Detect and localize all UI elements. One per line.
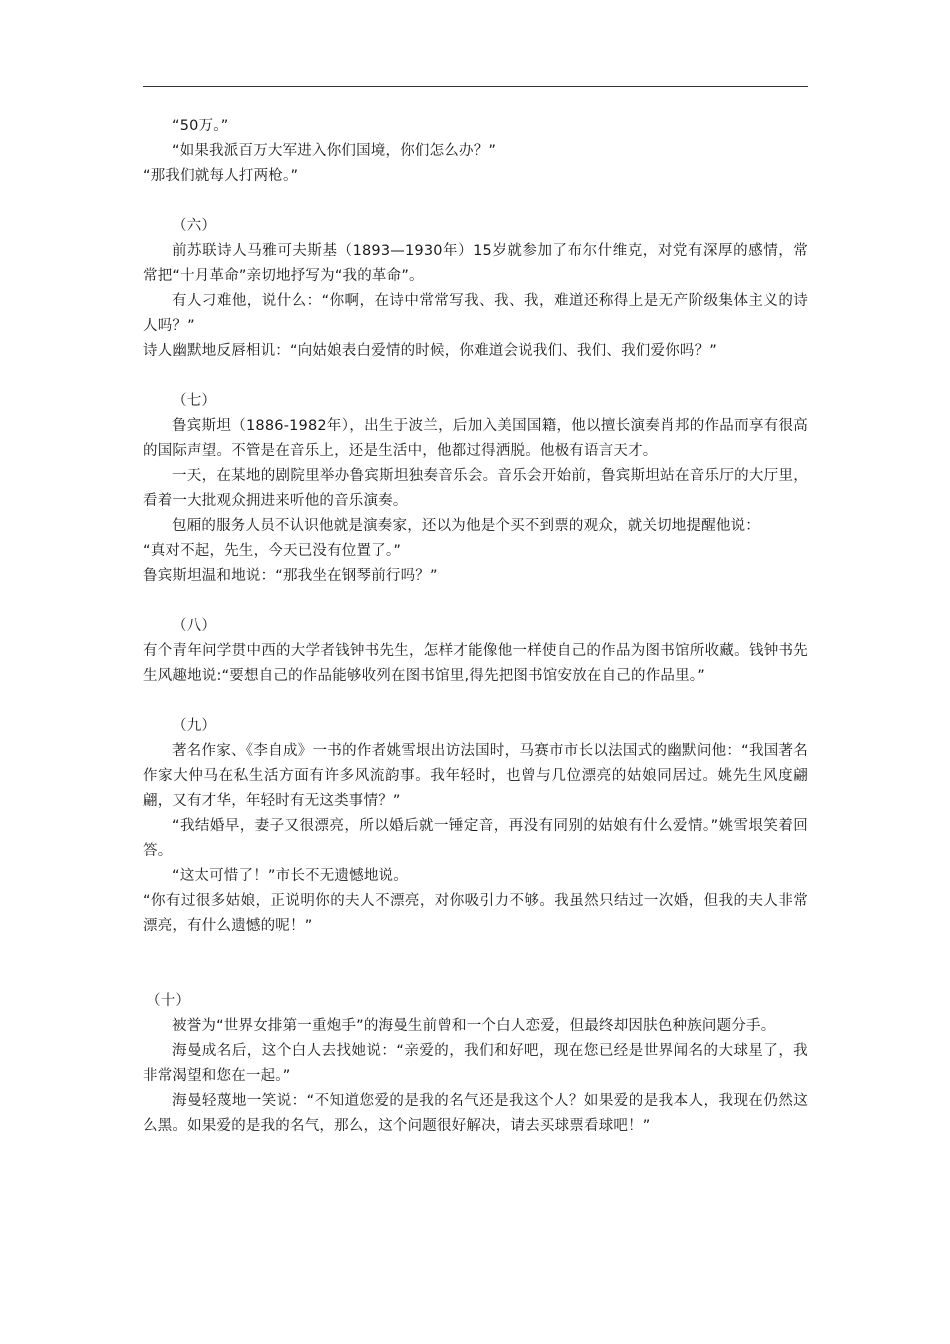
section-6 <box>143 214 808 364</box>
paragraph: 著名作家、《李自成》一书的作者姚雪垠出访法国时，马赛市市长以法国式的幽默问他：“我国著名作家大仲马在私生活方面有许多风流韵事。我年轻时，也曾与几位漂亮的姑娘同居过。姚先生风度翩翩，又有才华，年轻时有无这类事情？” <box>143 743 808 809</box>
paragraph: 海曼轻蔑地一笑说：“不知道您爱的是我的名气还是我这个人？如果爱的是我本人，我现在仍然这么黑。如果爱的是我的名气，那么，这个问题很好解决，请去买球票看球吧！” <box>143 1093 808 1134</box>
paragraph: 前苏联诗人马雅可夫斯基（1893—1930年）15岁就参加了布尔什维克，对党有深厚的感情，常常把“十月革命”亲切地抒写为“我的革命”。 <box>143 243 808 284</box>
intro-line-2: “如果我派百万大军进入你们国境，你们怎么办？” <box>172 143 497 159</box>
paragraph: 有个青年问学贯中西的大学者钱钟书先生，怎样才能像他一样使自己的作品为图书馆所收藏。钱钟书先生风趣地说:“要想自己的作品能够收列在图书馆里,得先把图书馆安放在自己的作品里。” <box>143 643 808 684</box>
paragraph: 诗人幽默地反唇相讥：“向姑娘表白爱情的时候，你难道会说我们、我们、我们爱你吗？” <box>143 343 718 359</box>
paragraph: “真对不起，先生，今天已没有位置了。” <box>143 543 402 559</box>
paragraph: 被誉为“世界女排第一重炮手”的海曼生前曾和一个白人恋爱，但最终却因肤色种族问题分手。 <box>172 1018 776 1034</box>
intro-line-3: “那我们就每人打两枪。” <box>143 168 299 184</box>
section-heading: （十） <box>146 993 191 1009</box>
paragraph: “我结婚早，妻子又很漂亮，所以婚后就一锤定音，再没有同别的姑娘有什么爱情。”姚雪垠笑着回答。 <box>143 818 808 859</box>
section-heading: （八） <box>172 618 217 634</box>
paragraph: “这太可惜了！”市长不无遗憾地说。 <box>172 868 408 884</box>
section-heading: （七） <box>172 393 217 409</box>
paragraph: “你有过很多姑娘，正说明你的夫人不漂亮，对你吸引力不够。我虽然只结过一次婚，但我的夫人非常漂亮，有什么遗憾的呢！” <box>143 893 808 934</box>
section-7 <box>143 389 808 589</box>
paragraph: 一天，在某地的剧院里举办鲁宾斯坦独奏音乐会。音乐会开始前，鲁宾斯坦站在音乐厅的大厅里，看着一大批观众拥进来听他的音乐演奏。 <box>143 468 808 509</box>
header-rule <box>143 86 808 87</box>
section-heading: （九） <box>172 718 217 734</box>
paragraph: 包厢的服务人员不认识他就是演奏家，还以为他是个买不到票的观众，就关切地提醒他说： <box>172 518 760 534</box>
intro-line-1: “50万。” <box>172 118 229 134</box>
section-8 <box>143 614 808 689</box>
section-heading: （六） <box>172 218 217 234</box>
paragraph: 鲁宾斯坦（1886-1982年），出生于波兰，后加入美国国籍，他以擅长演奏肖邦的作品而享有很高的国际声望。不管是在音乐上，还是生活中，他都过得洒脱。他极有语言天才。 <box>143 418 808 459</box>
document-body <box>143 114 808 1139</box>
section-10 <box>143 989 808 1139</box>
paragraph: 海曼成名后，这个白人去找她说：“亲爱的，我们和好吧，现在您已经是世界闻名的大球星了，我非常渴望和您在一起。” <box>143 1043 808 1084</box>
section-9 <box>143 714 808 939</box>
paragraph: 鲁宾斯坦温和地说：“那我坐在钢琴前行吗？” <box>143 568 438 584</box>
paragraph: 有人刁难他，说什么：“你啊，在诗中常常写我、我、我，难道还称得上是无产阶级集体主义的诗人吗？” <box>143 293 808 334</box>
